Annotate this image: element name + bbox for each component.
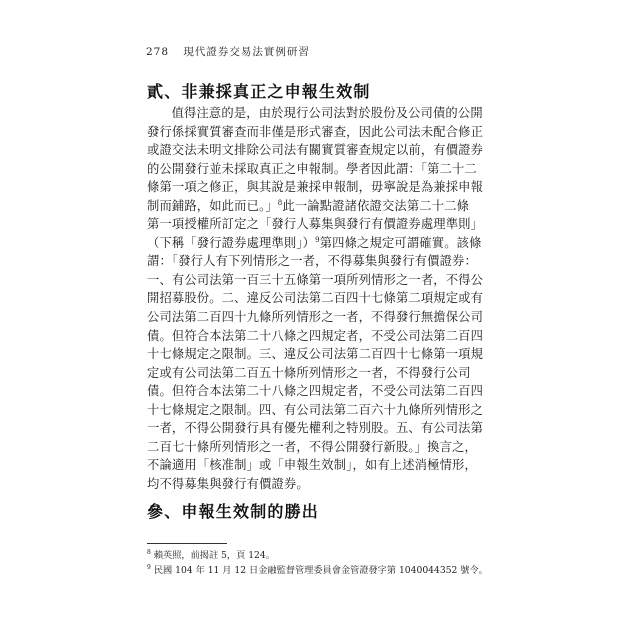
text-line: 不論適用「核准制」或「申報生效制」，如有上述消極情形，: [147, 458, 477, 473]
footnote: [147, 563, 493, 578]
text-line: 定或有公司法第二百五十條所列情形之一者，不得發行公司: [147, 365, 471, 380]
footnote-text: 民國 104 年 11 月 12 日金融監督管理委員會金管證發字第 1040044352 號令。: [153, 565, 488, 576]
section-heading: 貳、非兼採真正之申報生效制: [147, 82, 371, 101]
footnote-ref: 8: [277, 198, 283, 207]
text-line: 條第一項之修正，與其說是兼採申報制，毋寧說是為兼採申報: [147, 180, 484, 195]
footnote-text: 賴英照，前揭註 5，頁 124。: [153, 550, 275, 561]
text-line: 十七條規定之限制。四、有公司法第二百六十九條所列情形之: [147, 402, 484, 417]
text-line: 制而鋪路，如此而已。」$^8$此一論點證諸依證交法第二十二條: [147, 198, 470, 213]
footnote: [147, 548, 493, 563]
page-number: 278: [146, 46, 170, 58]
text-line: 第一項授權所訂定之「發行人募集與發行有價證券處理準則」: [147, 217, 484, 232]
footnote-mark: 8: [147, 549, 151, 556]
text-line: 發行係採實質審查而非僅是形式審查，因此公司法未配合修正: [147, 124, 484, 139]
footnote-ref: 9: [315, 235, 320, 244]
running-head: [146, 44, 310, 59]
text-line: 一、有公司法第一百三十五條第一項所列情形之一者，不得公: [147, 272, 484, 287]
book-title: 現代證券交易法實例研習: [183, 46, 310, 58]
section-heading: 參、申報生效制的勝出: [147, 502, 320, 521]
text-line: 債。但符合本法第二十八條之四規定者，不受公司法第二百四: [147, 384, 484, 399]
text-line: （下稱「發行證券處理準則」）$^9$第四條之規定可謂確實。該條: [147, 235, 482, 250]
footnote-mark: 9: [147, 564, 151, 571]
text-line: 或證交法未明文排除公司法有關實質審查規定以前，有價證券: [147, 143, 484, 158]
text-line: 的公開發行並未採取真正之申報制。學者因此謂：「第二十二: [147, 161, 477, 176]
footnotes: [147, 548, 493, 578]
text-line: 二百七十條所列情形之一者，不得公開發行新股。」換言之，: [147, 439, 477, 454]
text-line: 均不得募集與發行有價證券。: [147, 476, 309, 491]
text-line: 公司法第二百四十九條所列情形之一者，不得發行無擔保公司: [147, 310, 484, 325]
text-line: 十七條規定之限制。三、違反公司法第二百四十七條第一項規: [147, 347, 484, 362]
text-line: 值得注意的是，由於現行公司法對於股份及公司債的公開: [171, 106, 483, 120]
text-line: 一者，不得公開發行具有優先權利之特別股。五、有公司法第: [147, 421, 484, 436]
text-line: 債。但符合本法第二十八條之四規定者，不受公司法第二百四: [147, 328, 484, 343]
text-line: 謂：「發行人有下列情形之一者，不得募集與發行有價證券：: [147, 254, 477, 269]
body-paragraph: [147, 104, 493, 493]
footnote-divider: [147, 543, 227, 544]
text-line: 開招募股份。二、違反公司法第二百四十七條第二項規定或有: [147, 291, 484, 306]
